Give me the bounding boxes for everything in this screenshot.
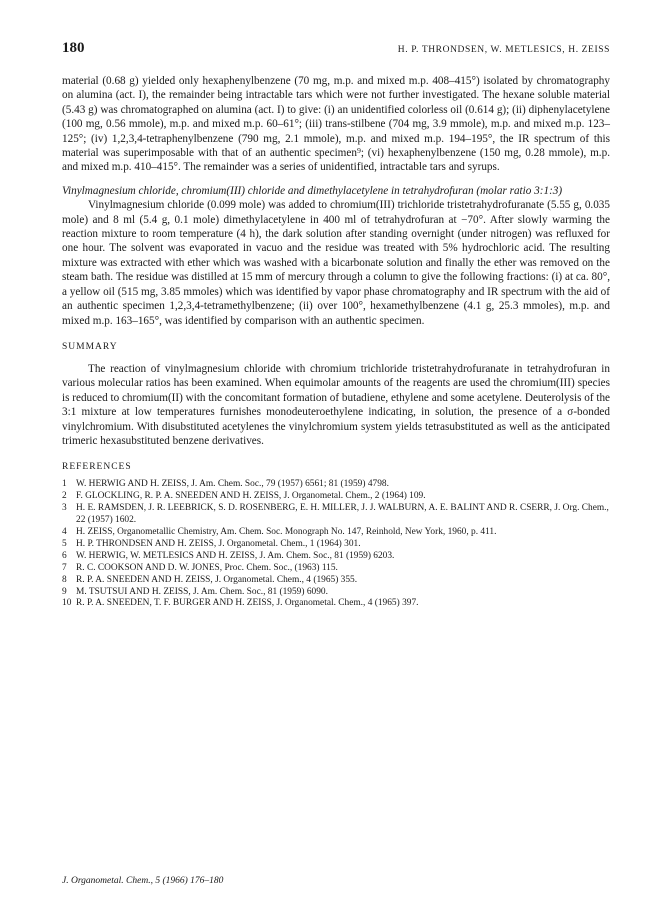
- reference-number: 8: [62, 574, 67, 585]
- reference-item: [62, 491, 610, 503]
- reference-item: [62, 563, 610, 575]
- reference-number: 2: [62, 491, 67, 502]
- reference-text: R. P. A. SNEEDEN AND H. ZEISS, J. Organometal. Chem., 4 (1965) 355.: [76, 574, 358, 585]
- continuation-paragraph: material (0.68 g) yielded only hexaphenylbenzene (70 mg, m.p. and mixed m.p. 408–415°) isolated by chromatography on alumina (act. I), the remainder being intractable tars which were not further investigated. The hexane soluble material (5.43 g) was chromatographed on alumina (act. I) to give: (i) an unidentified colorless oil (0.614 g); (ii) diphenylacetylene (100 mg, 0.56 mmole), m.p. and mixed m.p. 60–61°; (iii) trans-stilbene (704 mg, 3.9 mmole), m.p. and mixed m.p. 123–125°; (iv) 1,2,3,4-tetraphenylbenzene (790 mg, 2.1 mmole), m.p. and mixed m.p. 194–195°, the IR spectrum of this material was superimposable with that of an authentic specimen⁹; (vi) hexaphenylbenzene (150 mg, 0.28 mmole), m.p. and mixed m.p. 410–415°. The remainder was a series of unidentified, intractable tars and syrups.: [62, 75, 610, 174]
- reference-item: [62, 479, 610, 491]
- subsection-paragraph: Vinylmagnesium chloride (0.099 mole) was added to chromium(III) trichloride tristetrahydrofuranate (5.55 g, 0.035 mole) and 8 ml (5.4 g, 0.1 mole) dimethylacetylene in 400 ml of tetrahydrofuran at −70°. After slowly warming the reaction mixture to room temperature (4 h), the dark solution after standing overnight (under nitrogen) was refluxed for one hour. The solvent was evaporated in vacuo and the residue was treated with 5% hydrochloric acid. The resulting mixture was extracted with ether which was washed with a bicarbonate solution and finally the ether was removed on the steam bath. The residue was distilled at 15 mm of mercury through a column to give the following fractions: (i) at ca. 80°, a yellow oil (515 mg, 3.85 mmoles) which was identified by vapor phase chromatography and IR spectrum with the aid of an authentic specimen 1,2,3,4-tetramethylbenzene; (ii) over 100°, hexamethylbenzene (4.1 g, 25.3 mmoles), m.p. and mixed m.p. 163–165°, was identified by comparison with an authentic specimen.: [62, 199, 610, 327]
- reference-item: [62, 598, 610, 610]
- reference-text: H. ZEISS, Organometallic Chemistry, Am. Chem. Soc. Monograph No. 147, Reinhold, New York, 1960, p. 411.: [76, 526, 497, 537]
- reference-item: [62, 587, 610, 599]
- reference-item: [62, 527, 610, 539]
- reference-text: W. HERWIG AND H. ZEISS, J. Am. Chem. Soc., 79 (1957) 6561; 81 (1959) 4798.: [76, 479, 389, 490]
- reference-number: 4: [62, 526, 67, 537]
- reference-number: 7: [62, 562, 67, 573]
- reference-number: 9: [62, 586, 67, 597]
- reference-item: [62, 539, 610, 551]
- reference-text: R. P. A. SNEEDEN, T. F. BURGER AND H. ZEISS, J. Organometal. Chem., 4 (1965) 397.: [76, 598, 419, 609]
- reference-text: R. C. COOKSON AND D. W. JONES, Proc. Chem. Soc., (1963) 115.: [76, 562, 338, 573]
- footer-citation: J. Organometal. Chem., 5 (1966) 176–180: [62, 876, 224, 886]
- reference-text: W. HERWIG, W. METLESICS AND H. ZEISS, J. Am. Chem. Soc., 81 (1959) 6203.: [76, 550, 395, 561]
- reference-number: 6: [62, 550, 67, 561]
- reference-number: 5: [62, 538, 67, 549]
- reference-number: 3: [62, 503, 67, 514]
- reference-text: H. P. THRONDSEN AND H. ZEISS, J. Organometal. Chem., 1 (1964) 301.: [76, 538, 361, 549]
- reference-item: [62, 575, 610, 587]
- reference-number: 10: [62, 598, 72, 609]
- reference-text: M. TSUTSUI AND H. ZEISS, J. Am. Chem. Soc., 81 (1959) 6090.: [76, 586, 328, 597]
- running-head: H. P. THRONDSEN, W. METLESICS, H. ZEISS: [397, 45, 610, 55]
- journal-page: [62, 40, 610, 610]
- page-header: [62, 40, 610, 62]
- reference-item: [62, 503, 610, 527]
- summary-heading: SUMMARY: [62, 341, 118, 352]
- reference-text: H. E. RAMSDEN, J. R. LEEBRICK, S. D. ROSENBERG, E. H. MILLER, J. J. WALBURN, A. E. BALINT AND R. CSERR, J. Org. Chem., 22 (1957) 1602.: [76, 503, 609, 526]
- page-number: 180: [62, 40, 85, 56]
- reference-text: F. GLOCKLING, R. P. A. SNEEDEN AND H. ZEISS, J. Organometal. Chem., 2 (1964) 109.: [76, 491, 426, 502]
- reference-item: [62, 551, 610, 563]
- reference-number: 1: [62, 479, 67, 490]
- subsection-title: Vinylmagnesium chloride, chromium(III) chloride and dimethylacetylene in tetrahydrofuran (molar ratio 3:1:3): [62, 184, 563, 197]
- summary-paragraph: The reaction of vinylmagnesium chloride with chromium trichloride tristetrahydrofuranate in tetrahydrofuran in various molecular ratios has been examined. When equimolar amounts of the reagents are used the chromium(III) species is reduced to chromium(II) with the concomitant formation of butadiene, ethylene and some acetylene. Deuterolysis of the 3:1 mixture at low temperatures furnishes monodeuteroethylene indicating, in solution, the presence of a σ-bonded vinylchromium. With disubstituted acetylenes the vinylchromium system yields tetrasubstituted as well as the anticipated trimeric hexasubstituted benzene derivatives.: [62, 362, 611, 447]
- references-heading: REFERENCES: [62, 462, 132, 473]
- reference-list: [62, 479, 610, 610]
